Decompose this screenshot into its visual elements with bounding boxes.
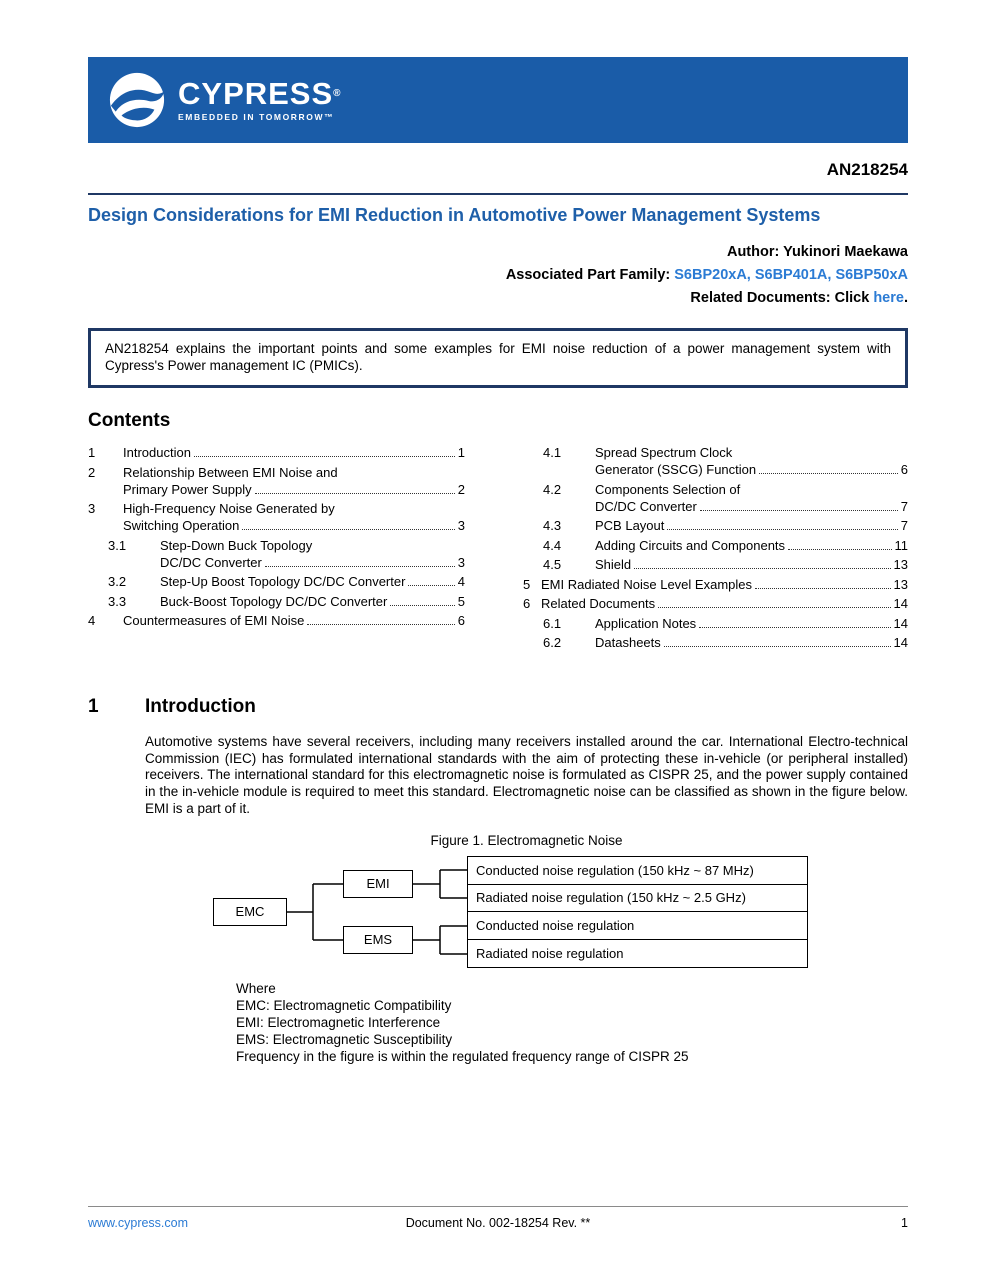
note-line: EMS: Electromagnetic Susceptibility	[236, 1031, 453, 1047]
section-title: Introduction	[145, 695, 256, 717]
toc-number: 3	[88, 501, 96, 517]
toc-item	[88, 500, 465, 534]
related-documents-line	[88, 287, 908, 310]
note-line: Frequency in the figure is within the regulated frequency range of CISPR 25	[236, 1048, 689, 1064]
toc-title: Related Documents	[541, 596, 656, 612]
toc-item	[523, 444, 908, 478]
toc-dot-leader	[255, 493, 455, 494]
toc-title: Countermeasures of EMI Noise	[123, 613, 305, 629]
regulation-row-radiated-ems: Radiated noise regulation	[468, 939, 807, 967]
part-family-label: Associated Part Family:	[505, 267, 675, 284]
ems-box: EMS	[343, 926, 413, 954]
toc-title: Application Notes	[595, 615, 697, 631]
toc-item	[523, 556, 908, 573]
regulation-row-radiated-emi: Radiated noise regulation (150 kHz ~ 2.5 GHz)	[468, 884, 807, 912]
toc-number: 4.2	[543, 481, 562, 497]
toc-number: 3.1	[108, 537, 127, 553]
regulation-row-conducted-ems: Conducted noise regulation	[468, 911, 807, 939]
doc-number: AN218254	[826, 160, 908, 179]
toc-dot-leader	[759, 473, 898, 474]
toc-item	[523, 615, 908, 632]
toc-right-column	[523, 444, 908, 654]
toc-item	[523, 481, 908, 515]
toc-left-column	[88, 444, 465, 654]
toc-number: 3.3	[108, 593, 127, 609]
author-line: Author: Yukinori Maekawa	[726, 244, 908, 261]
toc-item	[523, 517, 908, 534]
table-of-contents	[88, 444, 908, 654]
toc-dot-leader	[634, 568, 890, 569]
part-family-line	[88, 264, 908, 287]
cypress-wordmark: CYPRESS	[178, 75, 334, 111]
emi-box: EMI	[343, 870, 413, 898]
toc-item	[88, 612, 465, 629]
footer-page-number: 1	[901, 1216, 908, 1230]
toc-dot-leader	[265, 566, 455, 567]
author-block	[88, 241, 908, 310]
toc-dot-leader	[307, 624, 454, 625]
introduction-paragraph: Automotive systems have several receivers, including many receivers installed around the car. International Electro-technical Commission (IEC) has formulated international standards with the aim of protecting these in-vehicle (or peripheral installed) receivers. The international standard for this electromagnetic noise is formulated as CISPR 25, and the power supply contained in the in-vehicle module is required to meet this standard. Electromagnetic noise can be classified as shown in the figure below. EMI is a part of it.	[145, 733, 908, 816]
toc-title: DC/DC Converter	[595, 498, 697, 514]
toc-title-line1: Relationship Between EMI Noise and	[123, 464, 338, 480]
toc-number: 4	[88, 613, 96, 629]
toc-number: 1	[88, 445, 96, 461]
toc-page-number: 11	[894, 537, 908, 553]
part-family-links[interactable]: S6BP20xA, S6BP401A, S6BP50xA	[674, 267, 908, 284]
toc-title: Buck-Boost Topology DC/DC Converter	[160, 593, 388, 609]
toc-dot-leader	[755, 588, 891, 589]
title-divider	[88, 193, 908, 195]
toc-item	[88, 464, 465, 498]
toc-page-number: 4	[457, 574, 465, 590]
toc-dot-leader	[699, 627, 890, 628]
toc-title: Primary Power Supply	[123, 481, 252, 497]
toc-title: Step-Up Boost Topology DC/DC Converter	[160, 574, 406, 590]
toc-dot-leader	[664, 646, 891, 647]
section-1-heading	[88, 696, 908, 718]
toc-title: Adding Circuits and Components	[595, 537, 786, 553]
toc-item	[88, 444, 465, 461]
toc-dot-leader	[788, 549, 891, 550]
toc-number: 2	[88, 464, 96, 480]
cypress-logo	[108, 71, 342, 129]
toc-page-number: 5	[457, 593, 465, 609]
toc-page-number: 6	[457, 613, 465, 629]
toc-title-line1: Step-Down Buck Topology	[160, 537, 313, 553]
toc-page-number: 13	[893, 557, 908, 573]
cypress-logo-banner	[88, 57, 908, 143]
toc-number: 5	[523, 576, 531, 592]
note-line: EMC: Electromagnetic Compatibility	[236, 997, 452, 1013]
abstract-box: AN218254 explains the important points and some examples for EMI noise reduction of a power management system with Cypress's Power management IC (PMICs).	[88, 328, 908, 388]
toc-item	[523, 576, 908, 593]
toc-page-number: 6	[900, 462, 908, 478]
toc-title-line1: Spread Spectrum Clock	[595, 445, 733, 461]
toc-title: Introduction	[123, 445, 191, 461]
figure-caption: Figure 1. Electromagnetic Noise	[430, 832, 623, 848]
toc-page-number: 7	[900, 498, 908, 514]
toc-title-line1: Components Selection of	[595, 481, 741, 497]
related-label: Related Documents: Click	[690, 290, 874, 307]
toc-page-number: 13	[893, 576, 908, 592]
toc-page-number: 14	[893, 635, 908, 651]
toc-number: 4.1	[543, 445, 562, 461]
toc-title-line1: High-Frequency Noise Generated by	[123, 501, 335, 517]
footer-doc-number: Document No. 002-18254 Rev. **	[405, 1216, 591, 1230]
toc-item	[523, 634, 908, 651]
figure-notes	[236, 980, 908, 1065]
regulation-rows	[467, 856, 808, 968]
page-title: Design Considerations for EMI Reduction in Automotive Power Management Systems	[88, 205, 821, 225]
toc-item	[88, 537, 465, 571]
toc-item	[523, 537, 908, 554]
toc-number: 6.2	[543, 635, 562, 651]
toc-page-number: 14	[893, 596, 908, 612]
toc-page-number: 7	[900, 518, 908, 534]
toc-number: 4.3	[543, 518, 562, 534]
figure-1-diagram	[213, 856, 813, 968]
toc-dot-leader	[242, 529, 454, 530]
note-line: Where	[236, 980, 276, 996]
toc-page-number: 1	[457, 445, 465, 461]
toc-title: EMI Radiated Noise Level Examples	[541, 576, 752, 592]
contents-heading: Contents	[88, 410, 171, 432]
related-suffix: .	[903, 290, 908, 307]
toc-dot-leader	[194, 456, 455, 457]
toc-page-number: 3	[457, 554, 465, 570]
toc-item	[88, 593, 465, 610]
toc-title: PCB Layout	[595, 518, 665, 534]
toc-item	[523, 595, 908, 612]
page-footer	[88, 1206, 908, 1230]
page-content	[88, 0, 908, 1065]
registered-mark: ®	[333, 87, 342, 99]
toc-page-number: 14	[893, 615, 908, 631]
emc-box: EMC	[213, 898, 287, 926]
cypress-logo-text	[178, 75, 342, 122]
footer-site-link[interactable]: www.cypress.com	[88, 1216, 189, 1230]
toc-number: 4.5	[543, 557, 562, 573]
toc-title: Shield	[595, 557, 632, 573]
toc-number: 6.1	[543, 615, 562, 631]
toc-page-number: 3	[457, 518, 465, 534]
cypress-tagline: EMBEDDED IN TOMORROW™	[178, 111, 335, 122]
toc-number: 4.4	[543, 537, 562, 553]
toc-number: 3.2	[108, 574, 127, 590]
cypress-logo-icon	[108, 71, 166, 129]
toc-page-number: 2	[457, 481, 465, 497]
toc-title: Generator (SSCG) Function	[595, 462, 757, 478]
toc-dot-leader	[700, 510, 898, 511]
toc-title: Datasheets	[595, 635, 661, 651]
toc-dot-leader	[408, 585, 454, 586]
toc-item	[88, 573, 465, 590]
toc-dot-leader	[658, 607, 890, 608]
toc-title: DC/DC Converter	[160, 554, 262, 570]
regulation-row-conducted-emi: Conducted noise regulation (150 kHz ~ 87 MHz)	[476, 862, 754, 878]
toc-dot-leader	[390, 605, 454, 606]
section-number: 1	[88, 695, 99, 717]
toc-number: 6	[523, 596, 531, 612]
toc-dot-leader	[667, 529, 897, 530]
toc-title: Switching Operation	[123, 518, 240, 534]
note-line: EMI: Electromagnetic Interference	[236, 1014, 441, 1030]
related-documents-link[interactable]: here	[873, 290, 904, 307]
